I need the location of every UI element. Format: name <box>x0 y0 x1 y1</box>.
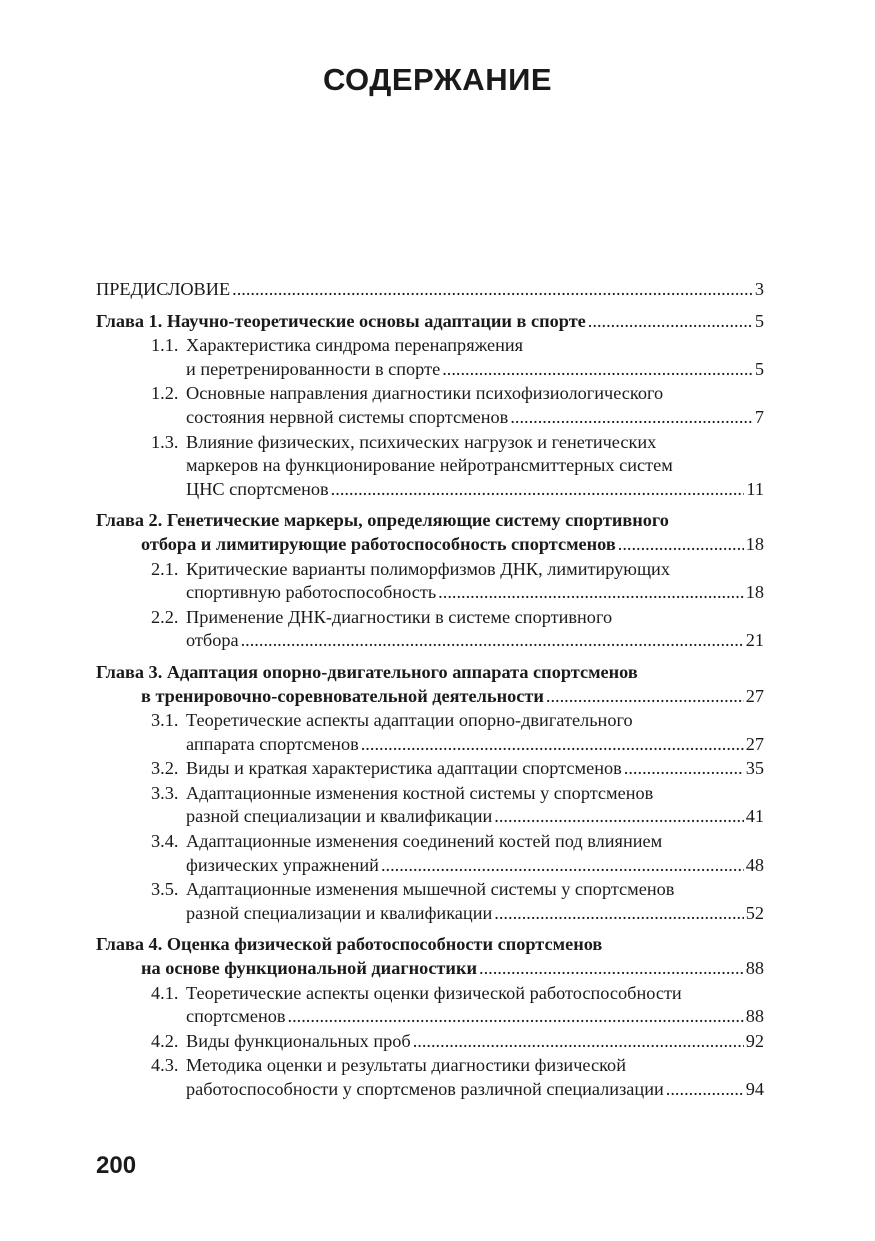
toc-section-number: 2.1. <box>151 558 179 579</box>
toc-section-entry[interactable] <box>96 982 764 1029</box>
dot-leader <box>624 757 744 781</box>
dot-leader <box>331 478 745 502</box>
toc-section-entry[interactable] <box>96 1054 764 1101</box>
toc-entry-text: Адаптационные изменения костной системы у спортсменов <box>186 782 654 803</box>
toc-section-entry[interactable] <box>96 382 764 429</box>
toc-entry-text: Теоретические аспекты адаптации опорно-двигательного <box>186 710 633 731</box>
toc-section-number: 4.1. <box>151 982 179 1003</box>
toc-entry-text: ПРЕДИСЛОВИЕ <box>96 279 231 299</box>
dot-leader <box>479 957 744 981</box>
toc-section-entry[interactable] <box>96 1030 764 1054</box>
dot-leader <box>618 533 744 557</box>
toc-section-number: 2.2. <box>151 606 179 627</box>
toc-page-number: 48 <box>745 854 764 875</box>
toc-section-number: 4.2. <box>151 1030 179 1051</box>
toc-entry-text: ЦНС спортсменов <box>186 478 329 499</box>
toc-entry-text: разной специализации и квалификации <box>186 806 493 827</box>
toc-entry-text: отбора <box>186 630 239 651</box>
toc-page-number: 7 <box>754 406 764 427</box>
toc-entry-text: Адаптационные изменения соединений костей под влиянием <box>186 831 663 852</box>
toc-section-number: 3.2. <box>151 758 179 779</box>
toc-page-number: 41 <box>745 806 764 827</box>
toc-page-number: 27 <box>745 733 764 754</box>
toc-section-entry[interactable] <box>96 606 764 653</box>
toc-entry-text: Теоретические аспекты оценки физической работоспособности <box>186 982 682 1003</box>
toc-section-number: 3.5. <box>151 879 179 900</box>
toc-entry-text: Глава 3. Адаптация опорно-двигательного аппарата спортсменов <box>96 661 638 682</box>
dot-leader <box>288 1005 744 1029</box>
toc-section-number: 3.3. <box>151 782 179 803</box>
toc-page-number: 27 <box>745 685 764 706</box>
toc-page-number: 3 <box>754 279 764 299</box>
toc-section-number: 1.1. <box>151 335 179 356</box>
toc-page-number: 5 <box>754 310 764 331</box>
toc-entry-text: и перетренированности в спорте <box>186 358 441 379</box>
toc-section-number: 1.2. <box>151 383 179 404</box>
dot-leader <box>588 310 753 334</box>
toc-page-number: 88 <box>745 958 764 979</box>
toc-entry-text: Влияние физических, психических нагрузок и генетических <box>186 431 657 452</box>
toc-entry-text: Методика оценки и результаты диагностики физической <box>186 1055 626 1076</box>
dot-leader <box>442 358 753 382</box>
dot-leader <box>494 805 743 829</box>
toc-page-number: 5 <box>754 358 764 379</box>
toc-entry-text: на основе функциональной диагностики <box>141 958 478 979</box>
toc-entry-text: Применение ДНК-диагностики в системе спортивного <box>186 606 613 627</box>
toc-page-number: 94 <box>745 1079 764 1099</box>
toc-entry-text: отбора и лимитирующие работоспособность спортсменов <box>141 533 616 554</box>
toc-page-number: 35 <box>745 758 764 779</box>
toc-entry-text: разной специализации и квалификации <box>186 902 493 923</box>
toc-section-entry[interactable] <box>96 334 764 381</box>
dot-leader <box>494 902 743 926</box>
toc-page-number: 21 <box>745 630 764 651</box>
toc-chapter-entry[interactable] <box>96 661 764 708</box>
toc-entry-text: Адаптационные изменения мышечной системы у спортсменов <box>186 879 675 900</box>
toc-section-entry[interactable] <box>96 830 764 877</box>
dot-leader <box>232 278 753 302</box>
toc-section-entry[interactable] <box>96 782 764 829</box>
dot-leader <box>510 406 753 430</box>
dot-leader <box>361 733 744 757</box>
toc-page-number: 52 <box>745 902 764 923</box>
toc-entry-text: Глава 4. Оценка физической работоспособности спортсменов <box>96 934 603 955</box>
toc-entry-text: работоспособности у спортсменов различной специализации <box>186 1079 664 1099</box>
toc-page-number: 18 <box>745 533 764 554</box>
page-title: СОДЕРЖАНИЕ <box>322 62 553 97</box>
toc-entry-text: физических упражнений <box>186 854 379 875</box>
toc-section-entry[interactable] <box>96 878 764 925</box>
toc-page-number: 18 <box>745 582 764 603</box>
toc-section-number: 3.4. <box>151 831 179 852</box>
toc-section-number: 1.3. <box>151 431 179 452</box>
toc-entry-text: Глава 1. Научно-теоретические основы адаптации в спорте <box>96 310 586 331</box>
toc-entry-text: состояния нервной системы спортсменов <box>186 406 509 427</box>
toc-chapter-entry[interactable] <box>96 509 764 556</box>
toc-entry-text: аппарата спортсменов <box>186 733 359 754</box>
dot-leader <box>381 854 744 878</box>
toc-entry-text: Критические варианты полиморфизмов ДНК, лимитирующих <box>186 558 670 579</box>
toc-section-entry[interactable] <box>96 757 764 781</box>
dot-leader <box>413 1030 744 1054</box>
toc-section-entry[interactable] <box>96 558 764 605</box>
toc-front-entry[interactable] <box>96 278 764 302</box>
toc-entry-text: спортсменов <box>186 1006 286 1027</box>
toc-section-number: 4.3. <box>151 1055 179 1076</box>
toc-entry-text: Виды и краткая характеристика адаптации спортсменов <box>186 758 622 779</box>
dot-leader <box>666 1078 744 1102</box>
toc-chapter-entry[interactable] <box>96 310 764 334</box>
toc-page-number: 11 <box>746 478 764 499</box>
toc-entry-text: Характеристика синдрома перенапряжения <box>186 335 524 356</box>
toc-section-entry[interactable] <box>96 709 764 756</box>
dot-leader <box>438 581 744 605</box>
toc-section-number: 3.1. <box>151 710 179 731</box>
toc-entry-text: спортивную работоспособность <box>186 582 437 603</box>
page-number: 200 <box>96 1152 137 1179</box>
toc-entry-text: маркеров на функционирование нейротрансмиттерных систем <box>186 455 673 476</box>
toc-chapter-entry[interactable] <box>96 933 764 980</box>
toc-section-entry[interactable] <box>96 431 764 502</box>
dot-leader <box>546 685 744 709</box>
toc-entry-text: в тренировочно-соревновательной деятельности <box>141 685 544 706</box>
dot-leader <box>241 629 744 653</box>
toc-page-number: 88 <box>745 1006 764 1027</box>
table-of-contents <box>96 278 764 1102</box>
toc-page-number: 92 <box>745 1030 764 1051</box>
toc-entry-text: Виды функциональных проб <box>186 1030 411 1051</box>
toc-entry-text: Глава 2. Генетические маркеры, определяющие систему спортивного <box>96 510 669 531</box>
toc-entry-text: Основные направления диагностики психофизиологического <box>186 383 664 404</box>
